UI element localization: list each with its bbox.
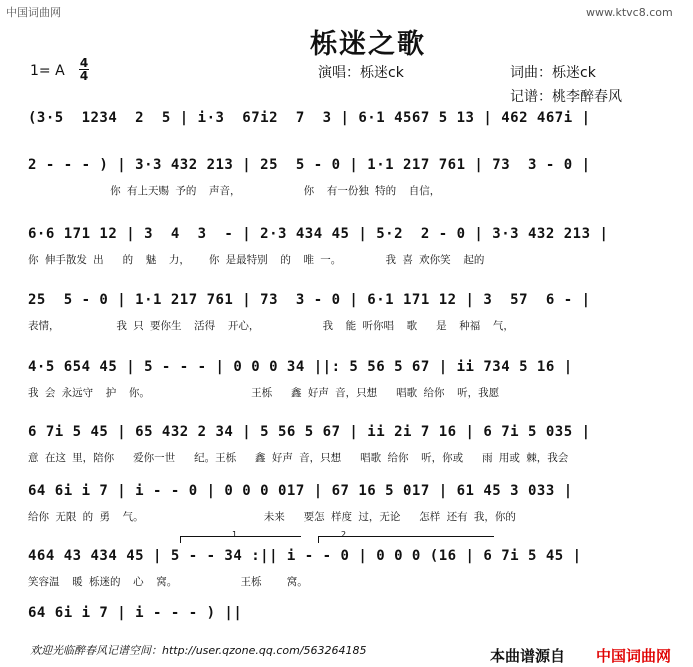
score-row-3 [28, 226, 658, 276]
volta-number-1: 1 [232, 530, 238, 539]
score-lyrics: 笑容温 暖 栎迷的 心 窝。 王栎 窝。 [28, 576, 308, 588]
time-sig-top: 4 [79, 56, 89, 70]
score-notes: 25 5 - 0 | 1·1 217 761 | 73 3 - 0 | 6·1 171 12 | 3 57 6 - | [28, 292, 591, 308]
score-lyrics: 你 有上天赐 予的 声音， 你 有一份独 特的 自信， [28, 185, 441, 197]
time-sig-bottom: 4 [79, 69, 89, 83]
score-notes: 4·5 654 45 | 5 - - - | 0 0 0 34 ||: 5 56 5 67 | ii 734 5 16 | [28, 359, 573, 375]
source-label: 本曲谱源自 [490, 647, 566, 665]
lyricist-composer-credit: 词曲：栎迷ck [510, 65, 596, 81]
score-lyrics: 表情， 我 只 要你生 活得 开心， 我 能 听你唱 歌 是 种福 气， [28, 320, 514, 332]
score-lyrics: 给你 无限 的 勇 气。 未来 要怎 样度 过，无论 怎样 还有 我，你的 [28, 511, 516, 523]
score-row-8 [28, 548, 658, 598]
score-row-7 [28, 483, 658, 533]
score-notes: 464 43 434 45 | 5 - - 34 :|| i - - 0 | 0 0 0 (16 | 6 7i 5 45 | [28, 548, 582, 564]
watermark-site-right: www.ktvc8.com [586, 6, 673, 19]
time-signature [79, 57, 89, 82]
score-lyrics: 我 会 永远守 护 你。 王栎 鑫 好声 音，只想 唱歌 给你 听，我愿 [28, 387, 500, 399]
score-lyrics: 意 在这 里，陪你 爱你一世 纪。王栎 鑫 好声 音，只想 唱歌 给你 听，你或 雨 用或 棘，我会 [28, 452, 569, 464]
score-notes: 2 - - - ) | 3·3 432 213 | 25 5 - 0 | 1·1 217 761 | 73 3 - 0 | [28, 157, 591, 173]
footer-note: 欢迎光临醉春风记谱空间：http://user.qzone.qq.com/563264185 [30, 644, 367, 657]
source-site: 中国词曲网 [596, 647, 672, 665]
watermark-site-left: 中国词曲网 [6, 6, 61, 19]
key-signature: 1= A [30, 63, 65, 79]
score-notes: (3·5 1234 2 5 | i·3 67i2 7 3 | 6·1 4567 5 13 | 462 467i | [28, 110, 591, 126]
score-notes: 6·6 171 12 | 3 4 3 - | 2·3 434 45 | 5·2 2 - 0 | 3·3 432 213 | [28, 226, 609, 242]
volta-number-2: 2 [341, 530, 347, 539]
score-row-6 [28, 424, 658, 474]
score-lyrics: 你 伸手散发 出 的 魅 力， 你 是最特别 的 唯 一。 我 喜 欢你笑 起的 [28, 254, 485, 266]
song-title: 栎迷之歌 [310, 29, 426, 60]
score-row-1 [28, 110, 658, 160]
score-notes: 64 6i i 7 | i - - - ) || [28, 605, 243, 621]
volta-bracket-1 [180, 536, 301, 543]
score-row-4 [28, 292, 658, 342]
score-notes: 64 6i i 7 | i - - 0 | 0 0 0 017 | 67 16 5 017 | 61 45 3 033 | [28, 483, 573, 499]
transcriber-credit: 记谱：桃李醉春风 [510, 89, 622, 105]
score-row-5 [28, 359, 658, 409]
singer-credit: 演唱：栎迷ck [318, 65, 404, 81]
score-notes: 6 7i 5 45 | 65 432 2 34 | 5 56 5 67 | ii 2i 7 16 | 6 7i 5 035 | [28, 424, 591, 440]
score-row-9 [28, 605, 658, 629]
score-row-2 [28, 157, 658, 207]
